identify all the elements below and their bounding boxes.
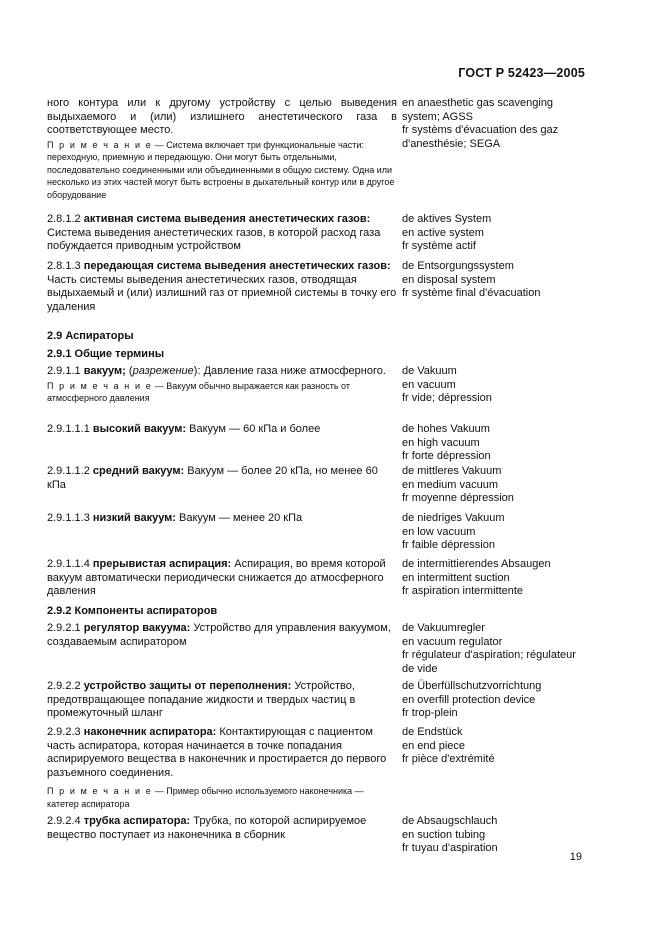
translation-line: system; AGSS bbox=[402, 110, 473, 123]
translation-line: de Überfüllschutzvorrichtung bbox=[402, 680, 542, 692]
term-entry bbox=[47, 512, 592, 558]
term-entry bbox=[47, 365, 592, 423]
term-name: средний вакуум: bbox=[92, 465, 185, 477]
term-definition-block bbox=[47, 213, 397, 260]
translation-line: de vide bbox=[402, 662, 438, 675]
definition-text: : Давление газа ниже атмосферного. bbox=[197, 365, 386, 377]
term-definition-block bbox=[47, 97, 397, 213]
translation-line: fr forte dépression bbox=[402, 450, 491, 462]
note-text: — Вакуум обычно выражается как разность от атмосферного давления bbox=[47, 380, 350, 403]
translation-line: fr systèms d'évacuation des gaz bbox=[402, 124, 559, 136]
definition-text: Вакуум — 60 кПа и более bbox=[186, 423, 321, 435]
definition-text: Устройство для управления вакуумом, создаваемым аспиратором bbox=[47, 622, 391, 648]
translations bbox=[402, 97, 592, 213]
translations bbox=[402, 365, 592, 423]
definition-text: Устройство, предотвращающее попадание жидкости и твердых частиц в промежуточный шланг bbox=[47, 680, 356, 719]
translation-line: en anaesthetic gas scavenging bbox=[402, 97, 554, 109]
term-number: 2.9.2.3 bbox=[47, 726, 84, 738]
translation-line: de Absaugschlauch bbox=[402, 815, 498, 827]
term-number: 2.9.1.1.3 bbox=[47, 512, 93, 524]
term-entry bbox=[47, 423, 592, 465]
translation-line: fr pièce d'extrémité bbox=[402, 753, 495, 765]
term-name: передающая система выведения анестетических газов: bbox=[83, 260, 391, 272]
definition-text: Система выведения анестетических газов, в которой расход газа побуждается приводным устройством bbox=[47, 226, 381, 252]
note-text: — Пример обычно используемого наконечника — катетер аспиратора bbox=[47, 786, 364, 809]
translations bbox=[402, 260, 592, 330]
term-number: 2.8.1.3 bbox=[47, 260, 84, 272]
translation-line: en vacuum regulator bbox=[402, 635, 503, 648]
term-entry bbox=[47, 622, 592, 680]
translations bbox=[402, 680, 592, 726]
translation-line: en end piece bbox=[402, 739, 465, 752]
term-definition-block bbox=[47, 726, 397, 815]
translation-line: de niedriges Vakuum bbox=[402, 512, 505, 524]
translation-line: fr moyenne dépression bbox=[402, 492, 514, 504]
translation-line: en disposal system bbox=[402, 273, 496, 286]
document-header: ГОСТ Р 52423—2005 bbox=[458, 66, 585, 80]
translation-line: de Entsorgungssystem bbox=[402, 260, 514, 272]
term-definition-block bbox=[47, 558, 397, 605]
definition-text: Трубка, по которой аспирируемое вещество поступает из наконечника в сборник bbox=[47, 815, 367, 841]
definition-text: Контактирующая с пациентом часть аспиратора, которая начинается в точке попадания аспирируемого вещества в наконечник и простирается до первого разъемного соединения. bbox=[47, 726, 387, 779]
note bbox=[47, 139, 397, 202]
translation-line: en low vacuum bbox=[402, 525, 476, 538]
term-name: вакуум; bbox=[83, 365, 126, 377]
note-text: — Система включает три функциональные части: переходную, приемную и передающую. Они могут быть отдельными, последовательно соединенными или объединенными в общую систему. Одна или несколько из этих частей могут быть встроены в дыхательный контур или в другое оборудование bbox=[47, 139, 395, 200]
translation-line: en intermittent suction bbox=[402, 571, 510, 584]
translations bbox=[402, 423, 592, 465]
translation-line: fr faible dépression bbox=[402, 539, 495, 551]
term-synonym: разрежение bbox=[132, 365, 194, 377]
term-definition-block bbox=[47, 465, 397, 512]
term-name: высокий вакуум: bbox=[92, 423, 187, 435]
term-number: 2.9.1.1 bbox=[47, 365, 84, 377]
term-number: 2.9.2.1 bbox=[47, 622, 84, 634]
translations bbox=[402, 465, 592, 512]
term-number: 2.9.1.1.2 bbox=[47, 465, 93, 477]
translation-line: fr régulateur d'aspiration; régulateur bbox=[402, 649, 576, 661]
term-number: 2.8.1.2 bbox=[47, 213, 84, 225]
translation-line: en active system bbox=[402, 226, 484, 239]
translations bbox=[402, 213, 592, 260]
term-entry bbox=[47, 465, 592, 512]
definition-text: Часть системы выведения анестетических газов, отводящая выдыхаемый и (или) излишний газ от приемной системы в точку его удаления bbox=[47, 273, 397, 313]
note bbox=[47, 380, 397, 405]
translation-line: fr système actif bbox=[402, 240, 476, 252]
translation-line: de Vakuumregler bbox=[402, 622, 485, 634]
page-number: 19 bbox=[569, 851, 582, 863]
section-heading: 2.9 Аспираторы bbox=[47, 330, 134, 342]
term-name: регулятор вакуума: bbox=[83, 622, 191, 634]
translation-line: fr trop-plein bbox=[402, 707, 458, 719]
note-label: П р и м е ч а н и е bbox=[47, 139, 153, 150]
term-definition-block bbox=[47, 512, 397, 558]
translation-line: en vacuum bbox=[402, 378, 456, 391]
translation-line: de Vakuum bbox=[402, 365, 457, 377]
translation-line: de hohes Vakuum bbox=[402, 423, 490, 435]
translation-line: fr aspiration intermittente bbox=[402, 585, 524, 597]
note bbox=[47, 785, 397, 810]
term-name: прерывистая аспирация: bbox=[92, 558, 232, 570]
term-name: трубка аспиратора: bbox=[83, 815, 191, 827]
translations bbox=[402, 558, 592, 605]
translation-line: de Endstück bbox=[402, 726, 463, 738]
note-label: П р и м е ч а н и е bbox=[47, 786, 153, 796]
definition-text: Аспирация, во время которой вакуум автоматически периодически снижается до атмосферного давления bbox=[47, 558, 386, 597]
translation-line: fr système final d'évacuation bbox=[402, 287, 541, 299]
definition-text: Вакуум — менее 20 кПа bbox=[175, 512, 303, 524]
term-entry bbox=[47, 558, 592, 605]
term-entry bbox=[47, 680, 592, 726]
subsection-heading: 2.9.2 Компоненты аспираторов bbox=[47, 605, 218, 617]
term-entry bbox=[47, 97, 592, 213]
term-definition-block bbox=[47, 423, 397, 465]
translation-line: de mittleres Vakuum bbox=[402, 465, 502, 477]
term-definition-block bbox=[47, 260, 397, 330]
translation-line: fr tuyau d'aspiration bbox=[402, 842, 498, 854]
term-number: 2.9.2.4 bbox=[47, 815, 84, 827]
term-definition-block bbox=[47, 622, 397, 680]
term-number: 2.9.1.1.4 bbox=[47, 558, 93, 570]
translation-line: de intermittierendes Absaugen bbox=[402, 558, 551, 570]
term-definition-block bbox=[47, 680, 397, 726]
glossary-content bbox=[47, 97, 592, 860]
term-definition-block: 2.9.1.1 вакуум; (разрежение): Давление газа ниже атмосферного. П р и м е ч а н и е — Вакуум обычно выражается как разность от атмосферного давления bbox=[47, 365, 397, 423]
definition-text: Вакуум — более 20 кПа, но менее 60 кПа bbox=[47, 465, 378, 491]
translations bbox=[402, 512, 592, 558]
translation-line: d'anesthésie; SEGA bbox=[402, 137, 501, 150]
term-name: активная система выведения анестетических газов: bbox=[83, 213, 371, 225]
term-entry bbox=[47, 726, 592, 815]
term-name: устройство защиты от переполнения: bbox=[83, 680, 292, 692]
translations bbox=[402, 815, 592, 860]
term-entry bbox=[47, 815, 592, 860]
subsection-heading: 2.9.1 Общие термины bbox=[47, 348, 165, 360]
translation-line: de aktives System bbox=[402, 213, 492, 225]
translation-line: en high vacuum bbox=[402, 436, 480, 449]
translation-line: fr vide; dépression bbox=[402, 392, 492, 404]
term-number: 2.9.1.1.1 bbox=[47, 423, 93, 435]
term-name: низкий вакуум: bbox=[92, 512, 176, 524]
definition-text: ного контура или к другому устройству с целью выведения выдыхаемого и (или) излишнего анестетического газа в соответствующее место. bbox=[47, 97, 397, 136]
translations bbox=[402, 622, 592, 680]
term-definition-block bbox=[47, 815, 397, 860]
translations bbox=[402, 726, 592, 815]
translation-line: en suction tubing bbox=[402, 828, 486, 841]
translation-line: en medium vacuum bbox=[402, 478, 498, 491]
translation-line: en overfill protection device bbox=[402, 693, 536, 706]
term-number: 2.9.2.2 bbox=[47, 680, 84, 692]
note-label: П р и м е ч а н и е bbox=[47, 380, 153, 391]
term-entry bbox=[47, 213, 592, 260]
term-entry bbox=[47, 260, 592, 330]
term-name: наконечник аспиратора: bbox=[83, 726, 217, 738]
